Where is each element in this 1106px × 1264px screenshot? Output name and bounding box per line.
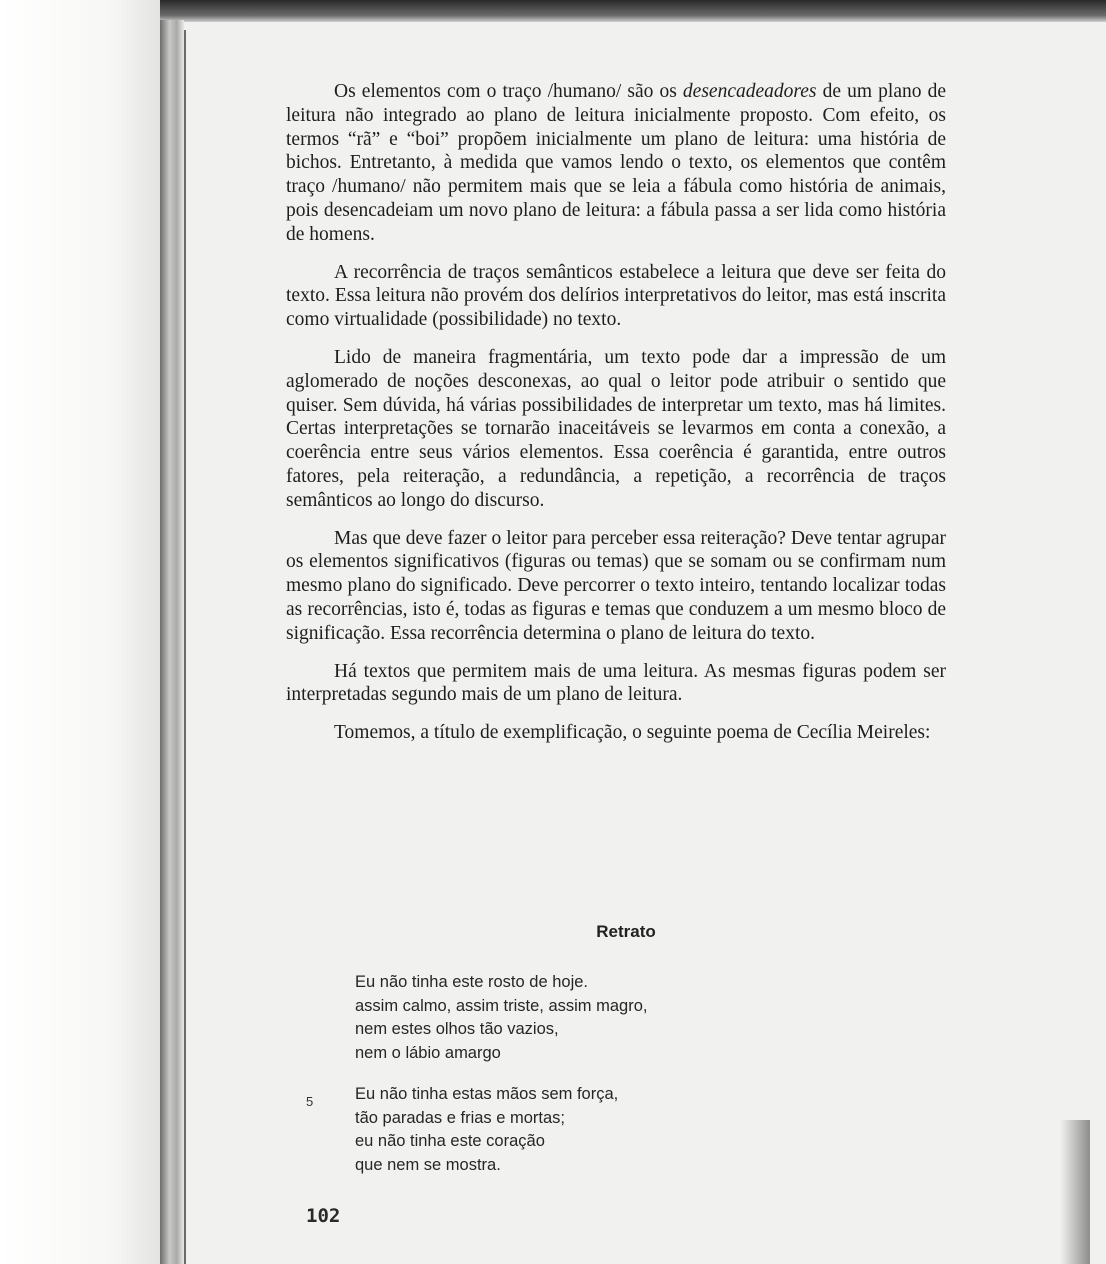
- poem-line: nem o lábio amargo: [355, 1043, 501, 1062]
- poem-line: nem estes olhos tão vazios,: [355, 1020, 559, 1038]
- poem-line: assim calmo, assim triste, assim magro,: [355, 996, 648, 1015]
- page-body: [286, 80, 946, 745]
- poem-line: Eu não tinha este rosto de hoje.: [355, 973, 588, 991]
- paragraph-5: Há textos que permitem mais de uma leitura. As mesmas figuras podem ser interpretadas segundo mais de um plano de leitura.: [286, 660, 946, 706]
- book-spine: [160, 20, 184, 1264]
- poem-title: Retrato: [596, 922, 656, 941]
- poem-line: eu não tinha este coração: [355, 1132, 545, 1150]
- spine-line: [184, 30, 186, 1264]
- poem-line: Eu não tinha estas mãos sem força,: [355, 1085, 619, 1103]
- poem-line: que nem se mostra.: [355, 1155, 501, 1174]
- paragraph-4: Mas que deve fazer o leitor para perceber essa reiteração? Deve tentar agrupar os elementos significativos (figuras ou temas) que se somam ou se confirmam num mesmo plano do significado. Deve percorrer o texto inteiro, tentando localizar todas as recorrências, isto é, todas as figuras e temas que conduzem a um mesmo bloco de significação. Essa recorrência determina o plano de leitura do texto.: [286, 527, 946, 644]
- emphasized-term: desencadeadores: [682, 81, 817, 102]
- poem-line: tão paradas e frias e mortas;: [355, 1108, 566, 1127]
- poem-line-number: 5: [306, 1094, 314, 1109]
- book-top-edge: [150, 0, 1106, 22]
- paragraph-3: Lido de maneira fragmentária, um texto pode dar a impressão de um aglomerado de noções desconexas, ao qual o leitor pode atribuir o sentido que quiser. Sem dúvida, há várias possibilidades de interpretar um texto, mas há limites. Certas interpretações se tornarão inaceitáveis se levarmos em conta a conexão, a coerência entre seus vários elementos. Essa coerência é garantida, entre outros fatores, pela reiteração, a redundância, a repetição, a recorrência de traços semânticos ao longo do discurso.: [286, 346, 946, 511]
- poem-stanza-1: [355, 971, 775, 1065]
- paragraph-2: A recorrência de traços semânticos estabelece a leitura que deve ser feita do texto. Essa leitura não provém dos delírios interpretativos do leitor, mas está inscrita como virtualidade (possibilidade) no texto.: [286, 261, 946, 331]
- page-edge-shadow: [1060, 1120, 1090, 1264]
- scan-left-margin: [0, 0, 160, 1264]
- paragraph-6: Tomemos, a título de exemplificação, o seguinte poema de Cecília Meireles:: [334, 722, 931, 744]
- poem-stanza-2: [355, 1083, 775, 1177]
- paragraph-1: Os elementos com o traço /humano/ são os desencadeadores de um plano de leitura não integrado ao plano de leitura inicialmente proposto. Com efeito, os termos “rã” e “boi” propõem inicialmente um plano de leitura: uma história de bichos. Entretanto, à medida que vamos lendo o texto, os elementos que contêm traço /humano/ não permitem mais que se leia a fábula como história de animais, pois desencadeiam um novo plano de leitura: a fábula passa a ser lida como história de homens.: [286, 81, 946, 245]
- page-number: 102: [306, 1205, 341, 1227]
